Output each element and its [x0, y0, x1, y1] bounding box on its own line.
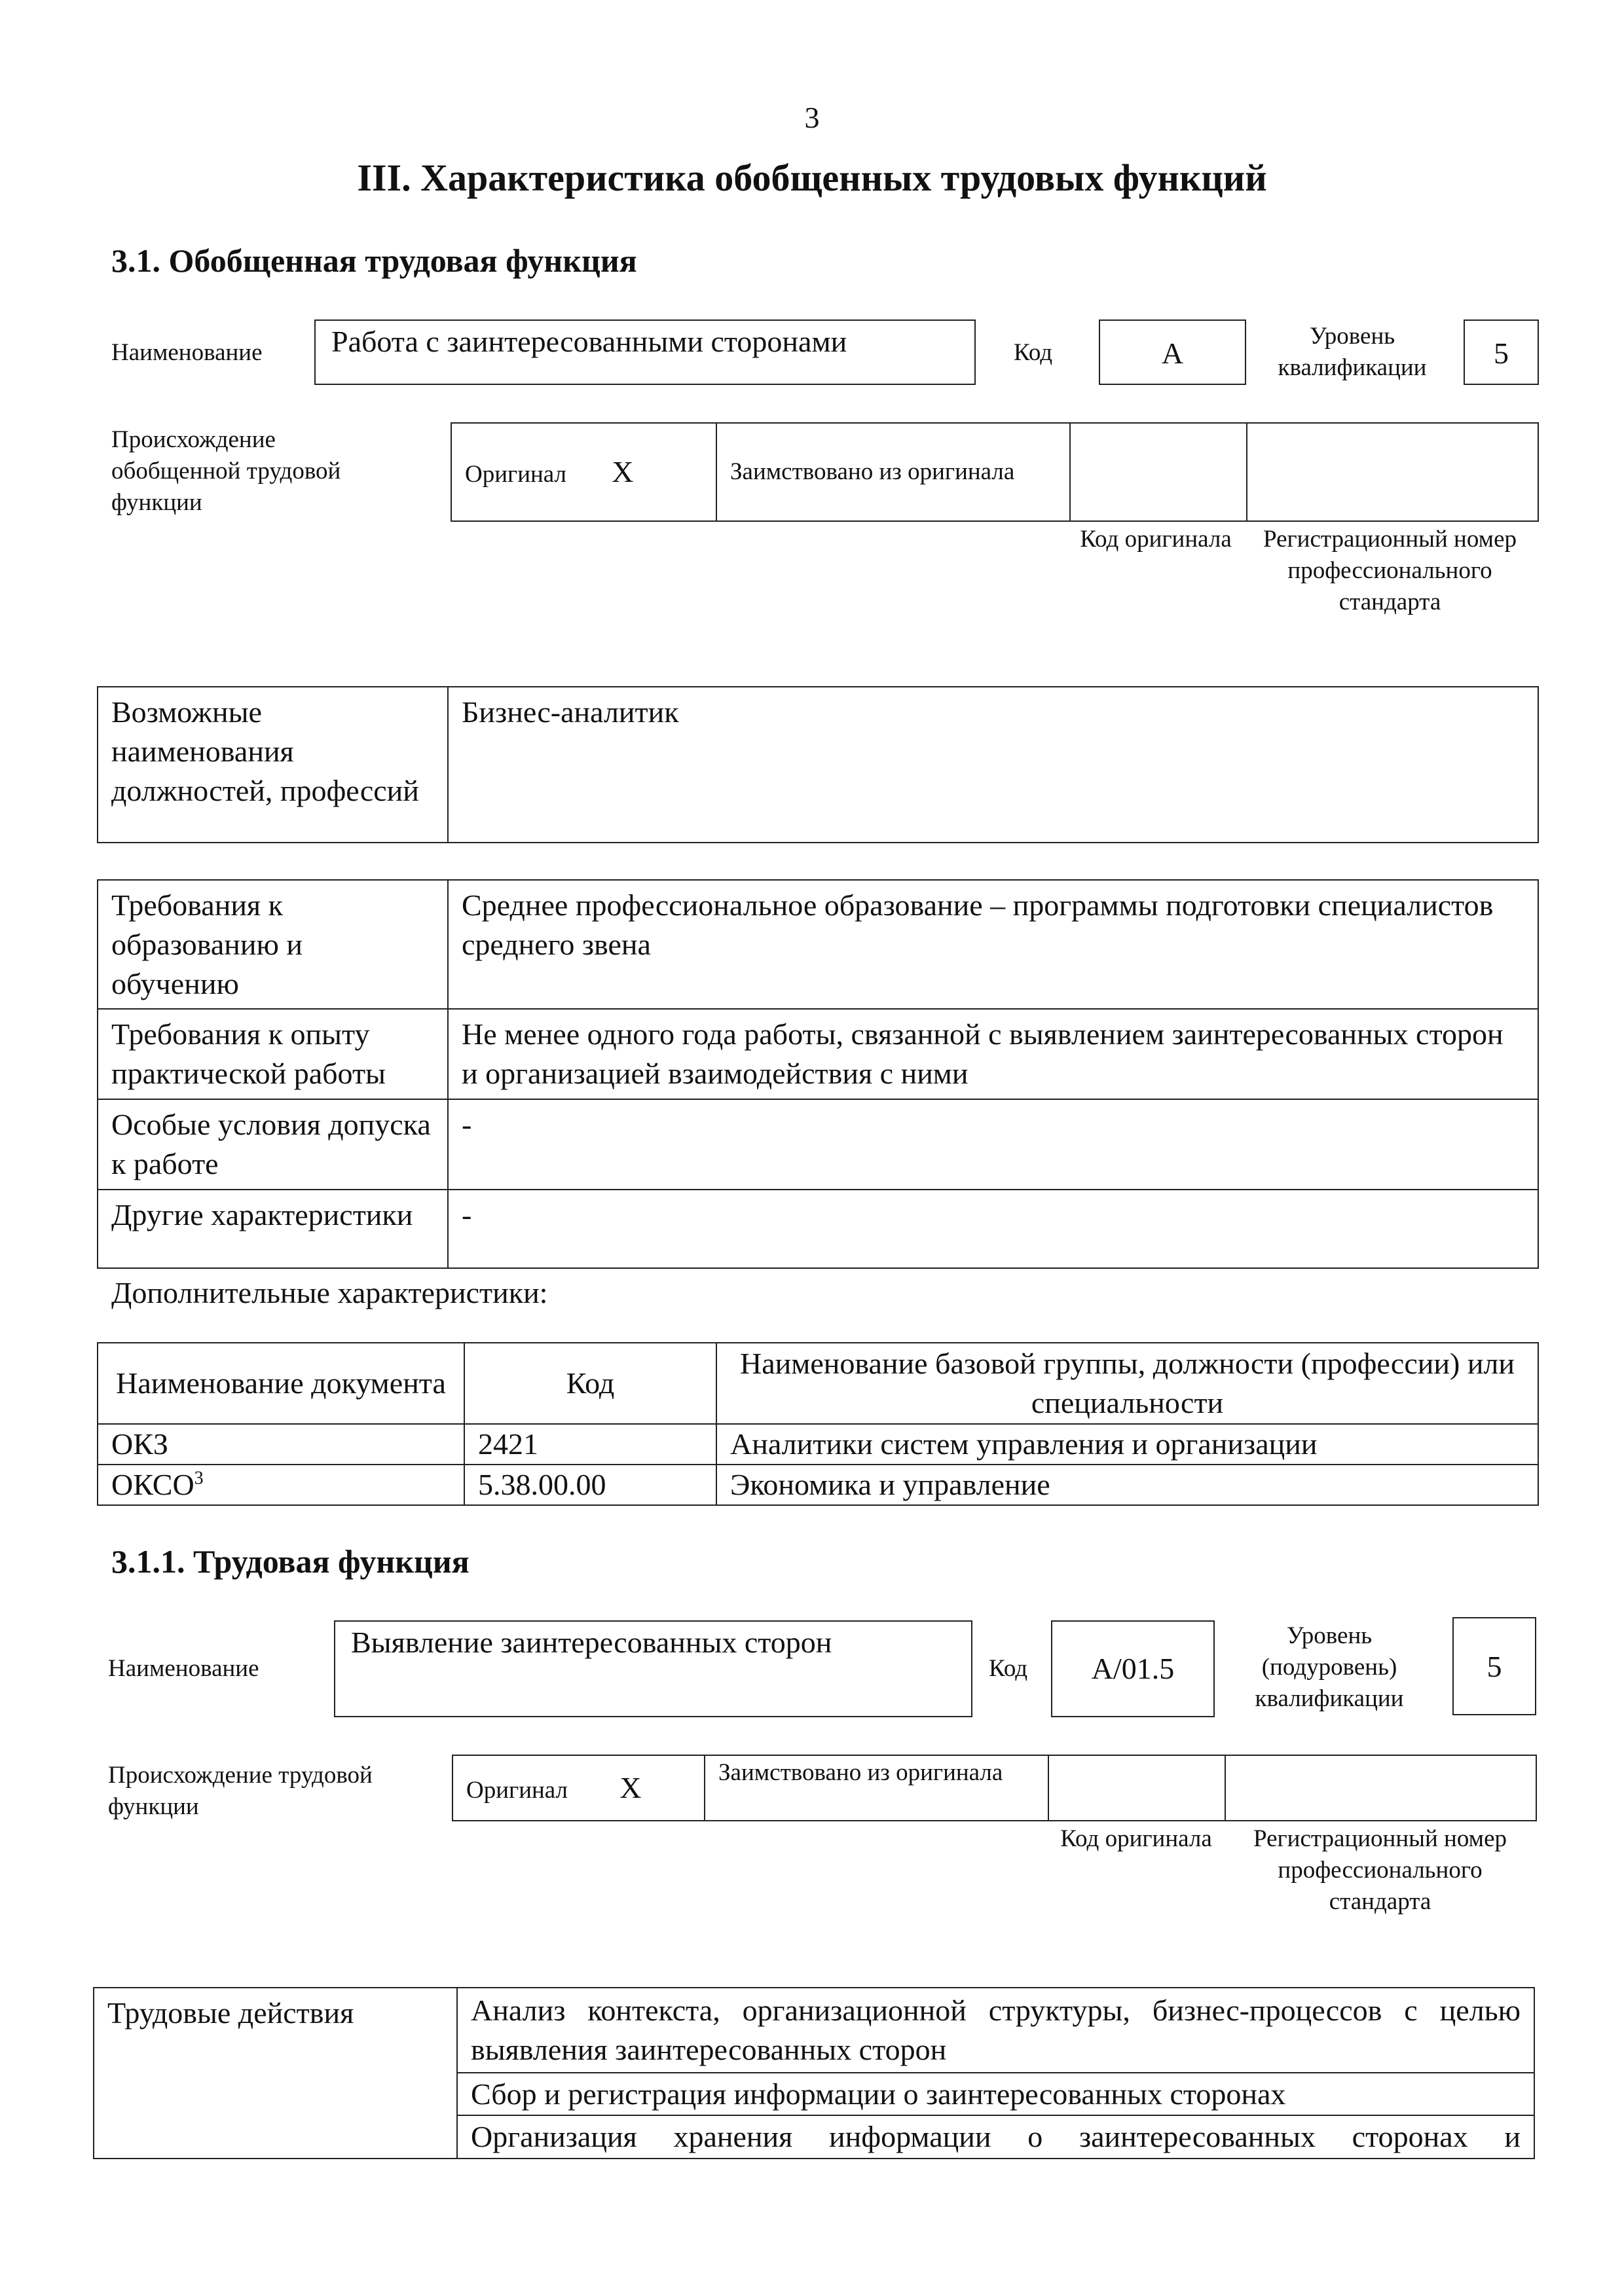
tf-level-value: 5 — [1486, 1650, 1502, 1683]
table-row — [98, 1099, 1538, 1190]
req-label: Особые условия допуска к работе — [98, 1099, 448, 1190]
gtf-code-value: A — [1161, 337, 1184, 370]
gtf-borrowed-cell — [716, 423, 1070, 521]
req-label: Требования к образованию и обучению — [98, 880, 448, 1009]
name-cell: Аналитики систем управления и организации — [716, 1424, 1538, 1465]
action-item: Организация хранения информации о заинтересованных сторонах и — [457, 2115, 1534, 2159]
gtf-name-label: Наименование — [111, 339, 263, 366]
code-cell: 5.38.00.00 — [464, 1465, 716, 1505]
name-cell: Экономика и управление — [716, 1465, 1538, 1505]
table-header-row — [98, 1343, 1538, 1424]
tf-level-label: Уровень (подуровень) квалификации — [1255, 1622, 1404, 1713]
req-value: - — [448, 1099, 1538, 1190]
tf-borrowed-cell — [705, 1755, 1048, 1821]
gtf-origin-label: Происхождение обобщенной трудовой функции — [111, 426, 341, 517]
table-row — [98, 1424, 1538, 1465]
doc-name: ОКСО — [111, 1467, 194, 1501]
tf-reg-number-cell — [1225, 1755, 1536, 1821]
gtf-title: 3.1. Обобщенная трудовая функция — [111, 242, 637, 279]
section-heading: III. Характеристика обобщенных трудовых функций — [357, 156, 1267, 199]
tf-original-mark: X — [619, 1771, 642, 1805]
col-header-document: Наименование документа — [98, 1343, 464, 1424]
req-label: Требования к опыту практической работы — [98, 1009, 448, 1099]
doc-cell — [98, 1424, 464, 1465]
gtf-level-field — [1464, 319, 1539, 385]
table-row — [98, 1009, 1538, 1099]
tf-origin-table — [452, 1755, 1537, 1821]
col-header-code: Код — [464, 1343, 716, 1424]
gtf-code-field — [1099, 319, 1246, 385]
gtf-origin-table — [451, 422, 1539, 522]
req-value: Среднее профессиональное образование – программы подготовки специалистов среднего звена — [448, 880, 1538, 1009]
tf-origin-label: Происхождение трудовой функции — [108, 1762, 373, 1821]
additional-title: Дополнительные характеристики: — [111, 1276, 548, 1309]
gtf-name-value: Работа с заинтересованными сторонами — [331, 325, 847, 358]
gtf-original-label: Оригинал — [465, 461, 567, 488]
footnote-ref: 3 — [194, 1468, 204, 1489]
gtf-reg-number-cell — [1247, 423, 1538, 521]
req-value: Не менее одного года работы, связанной с выявлением заинтересованных сторон и организацией взаимодействия с ними — [448, 1009, 1538, 1099]
gtf-code-label: Код — [1014, 339, 1053, 366]
gtf-code-original-caption: Код оригинала — [1080, 526, 1232, 553]
table-row — [98, 880, 1538, 1009]
gtf-name-field — [314, 319, 976, 385]
action-item: Сбор и регистрация информации о заинтересованных сторонах — [457, 2073, 1534, 2116]
req-value: - — [448, 1190, 1538, 1268]
positions-value: Бизнес-аналитик — [448, 687, 1538, 843]
col-header-name: Наименование базовой группы, должности (профессии) или специальности — [716, 1343, 1538, 1424]
gtf-reg-number-caption: Регистрационный номер профессионального стандарта — [1263, 526, 1517, 616]
gtf-level-label: Уровень квалификации — [1278, 323, 1427, 382]
tf-code-field — [1051, 1620, 1215, 1717]
table-row — [98, 1190, 1538, 1268]
tf-name-field — [334, 1620, 972, 1717]
actions-label: Трудовые действия — [94, 1988, 457, 2159]
tf-borrowed-label: Заимствовано из оригинала — [718, 1759, 1003, 1786]
additional-table — [97, 1342, 1539, 1506]
table-row — [94, 1988, 1534, 2073]
tf-reg-number-caption: Регистрационный номер профессионального стандарта — [1253, 1825, 1507, 1916]
tf-code-label: Код — [989, 1655, 1028, 1682]
positions-label: Возможные наименования должностей, профессий — [98, 687, 448, 843]
tf-name-label: Наименование — [108, 1655, 259, 1682]
code-cell: 2421 — [464, 1424, 716, 1465]
page-number: 3 — [804, 101, 820, 134]
tf-name-value: Выявление заинтересованных сторон — [351, 1626, 832, 1659]
tf-level-field — [1452, 1617, 1536, 1715]
tf-code-original-caption: Код оригинала — [1060, 1825, 1212, 1852]
doc-name: ОКЗ — [111, 1427, 168, 1461]
action-item: Анализ контекста, организационной структуры, бизнес-процессов с целью выявления заинтересованных сторон — [457, 1988, 1534, 2073]
tf-original-cell — [452, 1755, 705, 1821]
tf-code-value: A/01.5 — [1091, 1652, 1175, 1685]
gtf-original-mark: X — [612, 455, 634, 489]
tf-title: 3.1.1. Трудовая функция — [111, 1543, 470, 1580]
gtf-original-cell — [451, 423, 716, 521]
requirements-table — [97, 879, 1539, 1269]
doc-cell — [98, 1465, 464, 1505]
tf-code-original-cell — [1048, 1755, 1225, 1821]
gtf-borrowed-label: Заимствовано из оригинала — [730, 458, 1015, 485]
actions-table — [93, 1987, 1535, 2159]
table-row — [98, 1465, 1538, 1505]
tf-original-label: Оригинал — [466, 1777, 568, 1804]
gtf-level-value: 5 — [1494, 337, 1509, 370]
req-label: Другие характеристики — [98, 1190, 448, 1268]
gtf-code-original-cell — [1070, 423, 1247, 521]
positions-table — [97, 686, 1539, 843]
